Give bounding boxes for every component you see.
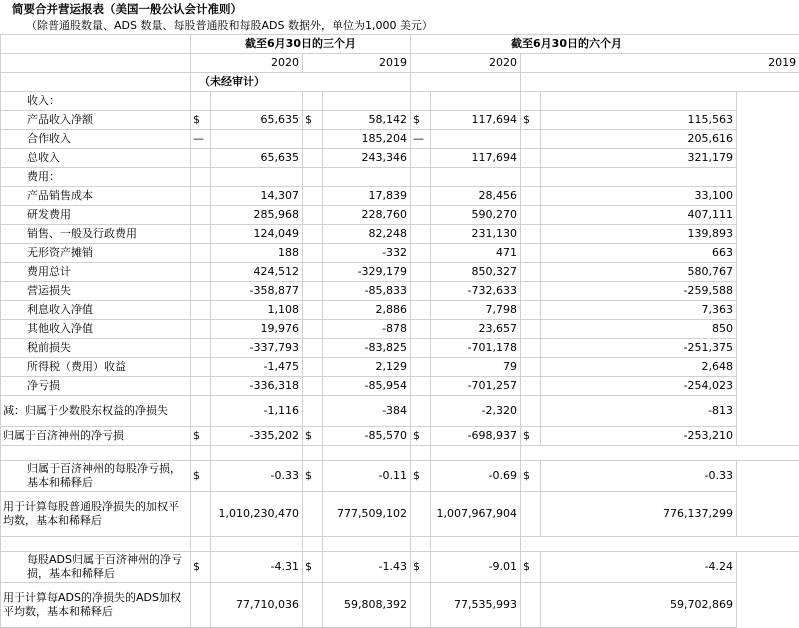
value-cell: 19,976 [211, 320, 303, 339]
currency-symbol [521, 263, 541, 282]
value-cell: -335,202 [211, 427, 303, 446]
table-row [1, 225, 799, 244]
table-row [1, 130, 799, 149]
value-cell: 850 [541, 320, 737, 339]
currency-symbol [191, 282, 211, 301]
value-cell: 17,839 [323, 187, 411, 206]
currency-symbol [191, 92, 211, 111]
currency-symbol [303, 149, 323, 168]
currency-symbol: $ [521, 111, 541, 130]
value-cell [431, 168, 521, 187]
currency-symbol [411, 396, 431, 427]
currency-symbol [303, 244, 323, 263]
value-cell [211, 92, 303, 111]
currency-symbol: $ [411, 111, 431, 130]
table-row [1, 168, 799, 187]
value-cell: 1,108 [211, 301, 303, 320]
currency-symbol [191, 377, 211, 396]
currency-symbol [191, 149, 211, 168]
currency-symbol [303, 492, 323, 537]
value-cell: 7,798 [431, 301, 521, 320]
currency-symbol: $ [303, 461, 323, 492]
value-cell: -83,825 [323, 339, 411, 358]
currency-symbol [521, 492, 541, 537]
row-label: 收入： [1, 92, 191, 111]
table-row [1, 377, 799, 396]
value-cell: 58,142 [323, 111, 411, 130]
value-cell: 79 [431, 358, 521, 377]
value-cell: -85,570 [323, 427, 411, 446]
currency-symbol [191, 206, 211, 225]
currency-symbol [191, 583, 211, 628]
value-cell [323, 168, 411, 187]
report-subtitle: （除普通股数量、ADS 数量、每股普通股和每股ADS 数据外，单位为1,000 美元） [26, 17, 433, 33]
value-cell: 1,007,967,904 [431, 492, 521, 537]
table-row [1, 149, 799, 168]
currency-symbol [191, 244, 211, 263]
currency-symbol [521, 339, 541, 358]
value-cell: 7,363 [541, 301, 737, 320]
value-cell: 580,767 [541, 263, 737, 282]
currency-symbol [191, 263, 211, 282]
value-cell: 777,509,102 [323, 492, 411, 537]
value-cell: -358,877 [211, 282, 303, 301]
table-row [1, 396, 799, 427]
value-cell: 590,270 [431, 206, 521, 225]
value-cell: -329,179 [323, 263, 411, 282]
value-cell: 243,346 [323, 149, 411, 168]
three-months-header: 截至6月30日的三个月 [191, 35, 411, 54]
period-header-row [1, 35, 799, 54]
currency-symbol [191, 339, 211, 358]
currency-symbol: $ [191, 461, 211, 492]
currency-symbol [303, 377, 323, 396]
table-row [1, 492, 799, 537]
currency-symbol [521, 225, 541, 244]
value-cell: -0.33 [211, 461, 303, 492]
currency-symbol [191, 301, 211, 320]
value-cell: 2,129 [323, 358, 411, 377]
year-header: 2019 [303, 54, 411, 73]
spacer-row [1, 537, 799, 552]
value-cell: -2,320 [431, 396, 521, 427]
currency-symbol [303, 339, 323, 358]
value-cell: -813 [541, 396, 737, 427]
table-row [1, 187, 799, 206]
currency-symbol [303, 396, 323, 427]
row-label: 费用： [1, 168, 191, 187]
currency-symbol [411, 206, 431, 225]
table-row [1, 320, 799, 339]
currency-symbol: $ [411, 427, 431, 446]
value-cell: 850,327 [431, 263, 521, 282]
currency-symbol: $ [411, 552, 431, 583]
currency-symbol [521, 320, 541, 339]
report-title: 简要合并营运报表（美国一般公认会计准则） [12, 1, 242, 17]
six-months-header: 截至6月30日的六个月 [411, 35, 799, 54]
value-cell: 228,760 [323, 206, 411, 225]
value-cell: -701,257 [431, 377, 521, 396]
value-cell: 471 [431, 244, 521, 263]
currency-symbol [521, 377, 541, 396]
currency-symbol [521, 149, 541, 168]
value-cell: -1,116 [211, 396, 303, 427]
row-label: 减：归属于少数股东权益的净损失 [1, 396, 191, 427]
currency-symbol [521, 187, 541, 206]
row-label: 销售、一般及行政费用 [1, 225, 191, 244]
row-label: 净亏损 [1, 377, 191, 396]
value-cell: 82,248 [323, 225, 411, 244]
value-cell: 65,635 [211, 111, 303, 130]
row-label: 税前损失 [1, 339, 191, 358]
value-cell: 2,648 [541, 358, 737, 377]
currency-symbol [521, 583, 541, 628]
table-row [1, 583, 799, 628]
row-label: 费用总计 [1, 263, 191, 282]
currency-symbol [411, 149, 431, 168]
row-label: 产品销售成本 [1, 187, 191, 206]
row-label: 归属于百济神州的净亏损 [1, 427, 191, 446]
row-label: 无形资产摊销 [1, 244, 191, 263]
value-cell: 117,694 [431, 149, 521, 168]
currency-symbol: $ [521, 461, 541, 492]
value-cell: -337,793 [211, 339, 303, 358]
currency-symbol: $ [303, 552, 323, 583]
value-cell: -332 [323, 244, 411, 263]
value-cell [431, 92, 521, 111]
currency-symbol [521, 206, 541, 225]
value-cell [431, 130, 521, 149]
value-cell: 1,010,230,470 [211, 492, 303, 537]
value-cell: -0.69 [431, 461, 521, 492]
value-cell: 185,204 [323, 130, 411, 149]
value-cell [211, 168, 303, 187]
currency-symbol: — [411, 130, 431, 149]
value-cell: 115,563 [541, 111, 737, 130]
value-cell: 2,886 [323, 301, 411, 320]
currency-symbol [521, 92, 541, 111]
currency-symbol [191, 187, 211, 206]
value-cell: 28,456 [431, 187, 521, 206]
value-cell: 117,694 [431, 111, 521, 130]
table-row [1, 358, 799, 377]
value-cell: 77,535,993 [431, 583, 521, 628]
currency-symbol [521, 130, 541, 149]
table-row [1, 461, 799, 492]
value-cell: -701,178 [431, 339, 521, 358]
currency-symbol [411, 358, 431, 377]
currency-symbol [521, 244, 541, 263]
currency-symbol [411, 492, 431, 537]
currency-symbol [191, 358, 211, 377]
currency-symbol [191, 396, 211, 427]
value-cell: -336,318 [211, 377, 303, 396]
currency-symbol [411, 92, 431, 111]
unaudited-row [1, 73, 799, 92]
currency-symbol: $ [303, 427, 323, 446]
currency-symbol: — [191, 130, 211, 149]
value-cell: 424,512 [211, 263, 303, 282]
value-cell: -698,937 [431, 427, 521, 446]
row-label: 每股ADS归属于百济神州的净亏损，基本和稀释后 [1, 552, 191, 583]
table-row [1, 552, 799, 583]
currency-symbol [521, 358, 541, 377]
currency-symbol [411, 187, 431, 206]
currency-symbol [303, 92, 323, 111]
currency-symbol [411, 377, 431, 396]
value-cell: 139,893 [541, 225, 737, 244]
value-cell: -4.31 [211, 552, 303, 583]
currency-symbol [303, 206, 323, 225]
currency-symbol: $ [191, 552, 211, 583]
value-cell: 77,710,036 [211, 583, 303, 628]
currency-symbol [303, 320, 323, 339]
currency-symbol [521, 168, 541, 187]
year-header-row [1, 54, 799, 73]
currency-symbol [411, 339, 431, 358]
table-row [1, 111, 799, 130]
value-cell: -0.33 [541, 461, 737, 492]
year-header: 2020 [191, 54, 303, 73]
value-cell: 231,130 [431, 225, 521, 244]
year-header: 2019 [521, 54, 799, 73]
currency-symbol [303, 583, 323, 628]
currency-symbol [411, 168, 431, 187]
value-cell: 65,635 [211, 149, 303, 168]
currency-symbol [191, 168, 211, 187]
value-cell: 14,307 [211, 187, 303, 206]
value-cell: -4.24 [541, 552, 737, 583]
currency-symbol [303, 301, 323, 320]
currency-symbol [303, 263, 323, 282]
year-header: 2020 [411, 54, 521, 73]
table-row [1, 339, 799, 358]
value-cell [541, 92, 737, 111]
table-row [1, 282, 799, 301]
row-label: 所得税（费用）收益 [1, 358, 191, 377]
value-cell: 407,111 [541, 206, 737, 225]
value-cell: -85,954 [323, 377, 411, 396]
value-cell: 321,179 [541, 149, 737, 168]
value-cell: 33,100 [541, 187, 737, 206]
row-label: 总收入 [1, 149, 191, 168]
table-row [1, 206, 799, 225]
value-cell: -1.43 [323, 552, 411, 583]
table-row [1, 301, 799, 320]
currency-symbol [411, 225, 431, 244]
currency-symbol [191, 320, 211, 339]
currency-symbol [411, 263, 431, 282]
value-cell [211, 130, 303, 149]
value-cell: -85,833 [323, 282, 411, 301]
value-cell: 59,702,869 [541, 583, 737, 628]
currency-symbol [411, 583, 431, 628]
spacer-row [1, 446, 799, 461]
currency-symbol [411, 244, 431, 263]
value-cell [323, 92, 411, 111]
currency-symbol [521, 396, 541, 427]
currency-symbol [303, 130, 323, 149]
currency-symbol [303, 282, 323, 301]
value-cell: -732,633 [431, 282, 521, 301]
currency-symbol: $ [191, 427, 211, 446]
row-label: 其他收入净值 [1, 320, 191, 339]
currency-symbol [411, 301, 431, 320]
value-cell: 663 [541, 244, 737, 263]
row-label: 研发费用 [1, 206, 191, 225]
currency-symbol: $ [521, 552, 541, 583]
currency-symbol [521, 301, 541, 320]
value-cell: 124,049 [211, 225, 303, 244]
table-row [1, 427, 799, 446]
row-label: 用于计算每股普通股净损失的加权平均数，基本和稀释后 [1, 492, 191, 537]
currency-symbol [521, 282, 541, 301]
currency-symbol [303, 168, 323, 187]
value-cell: -251,375 [541, 339, 737, 358]
value-cell: -0.11 [323, 461, 411, 492]
value-cell: 285,968 [211, 206, 303, 225]
currency-symbol [303, 225, 323, 244]
value-cell: -259,588 [541, 282, 737, 301]
table-row [1, 263, 799, 282]
currency-symbol: $ [191, 111, 211, 130]
currency-symbol [191, 225, 211, 244]
row-label: 合作收入 [1, 130, 191, 149]
table-row [1, 92, 799, 111]
row-label: 归属于百济神州的每股净亏损，基本和稀释后 [1, 461, 191, 492]
currency-symbol [411, 320, 431, 339]
table-row [1, 244, 799, 263]
currency-symbol [411, 282, 431, 301]
value-cell: -878 [323, 320, 411, 339]
currency-symbol: $ [521, 427, 541, 446]
value-cell: -384 [323, 396, 411, 427]
value-cell [541, 168, 737, 187]
currency-symbol: $ [411, 461, 431, 492]
value-cell: 205,616 [541, 130, 737, 149]
value-cell: 59,808,392 [323, 583, 411, 628]
unaudited-label: （未经审计） [191, 73, 411, 92]
value-cell: -253,210 [541, 427, 737, 446]
currency-symbol: $ [303, 111, 323, 130]
income-statement-table [0, 34, 799, 628]
currency-symbol [303, 187, 323, 206]
value-cell: 776,137,299 [541, 492, 737, 537]
currency-symbol [191, 492, 211, 537]
value-cell: -9.01 [431, 552, 521, 583]
row-label: 产品收入净额 [1, 111, 191, 130]
currency-symbol [303, 358, 323, 377]
value-cell: 188 [211, 244, 303, 263]
value-cell: -254,023 [541, 377, 737, 396]
row-label: 营运损失 [1, 282, 191, 301]
value-cell: 23,657 [431, 320, 521, 339]
value-cell: -1,475 [211, 358, 303, 377]
row-label: 用于计算每ADS的净损失的ADS加权平均数，基本和稀释后 [1, 583, 191, 628]
row-label: 利息收入净值 [1, 301, 191, 320]
